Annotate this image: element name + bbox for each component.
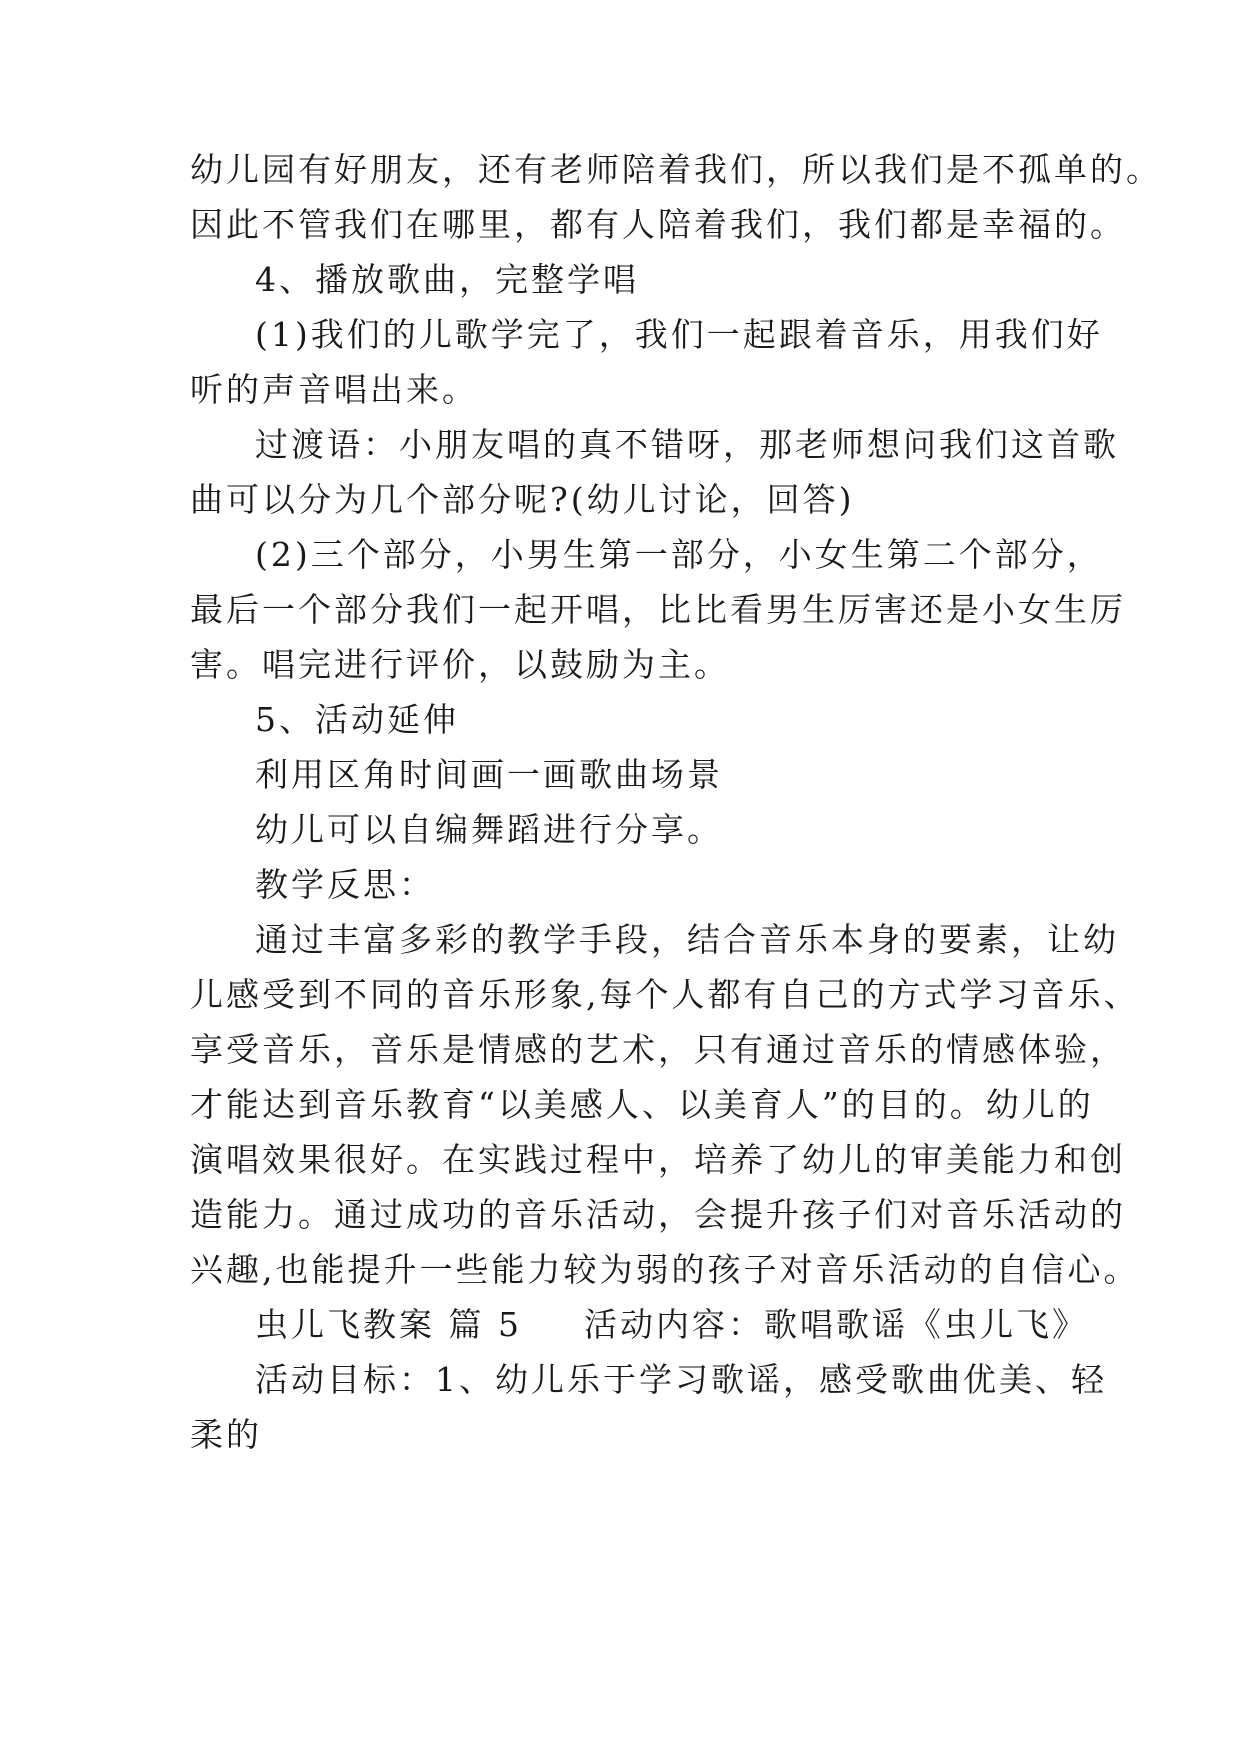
paragraph-line: 幼儿园有好朋友，还有老师陪着我们，所以我们是不孤单的。 (190, 150, 1162, 189)
paragraph-line: 害。唱完进行评价，以鼓励为主。 (190, 645, 730, 684)
section-title: 虫儿飞教案 篇 5 (255, 1305, 522, 1344)
activity-goals-line: 柔的 (190, 1415, 262, 1454)
paragraph-line: 儿感受到不同的音乐形象,每个人都有自己的方式学习音乐、 (190, 975, 1140, 1014)
paragraph-line: 利用区角时间画一画歌曲场景 (255, 755, 723, 794)
paragraph-line: (2)三个部分，小男生第一部分，小女生第二个部分， (255, 535, 1103, 574)
paragraph-line: 享受音乐，音乐是情感的艺术，只有通过音乐的情感体验， (190, 1030, 1126, 1069)
paragraph-line: 听的声音唱出来。 (190, 370, 478, 409)
paragraph-line: 造能力。通过成功的音乐活动，会提升孩子们对音乐活动的 (190, 1195, 1126, 1234)
paragraph-line: 最后一个部分我们一起开唱，比比看男生厉害还是小女生厉 (190, 590, 1126, 629)
paragraph-line: 过渡语：小朋友唱的真不错呀，那老师想问我们这首歌 (255, 425, 1119, 464)
paragraph-line: 幼儿可以自编舞蹈进行分享。 (255, 810, 723, 849)
paragraph-line: 才能达到音乐教育“以美感人、以美育人”的目的。幼儿的 (190, 1085, 1094, 1124)
activity-goals-line: 活动目标：1、幼儿乐于学习歌谣，感受歌曲优美、轻 (255, 1360, 1107, 1399)
paragraph-line: 因此不管我们在哪里，都有人陪着我们，我们都是幸福的。 (190, 205, 1126, 244)
step-heading: 5、活动延伸 (255, 700, 459, 739)
activity-content: 活动内容：歌唱歌谣《虫儿飞》 (583, 1305, 1088, 1344)
step-heading: 4、播放歌曲，完整学唱 (255, 260, 639, 299)
section-label: 教学反思： (255, 865, 435, 904)
section-heading (255, 1305, 1088, 1345)
paragraph-line: 演唱效果很好。在实践过程中，培养了幼儿的审美能力和创 (190, 1140, 1126, 1179)
paragraph-line: (1)我们的儿歌学完了，我们一起跟着音乐，用我们好 (255, 315, 1103, 354)
paragraph-line: 曲可以分为几个部分呢?(幼儿讨论，回答) (190, 480, 855, 519)
paragraph-line: 兴趣,也能提升一些能力较为弱的孩子对音乐活动的自信心。 (190, 1250, 1140, 1289)
paragraph-line: 通过丰富多彩的教学手段，结合音乐本身的要素，让幼 (255, 920, 1119, 959)
